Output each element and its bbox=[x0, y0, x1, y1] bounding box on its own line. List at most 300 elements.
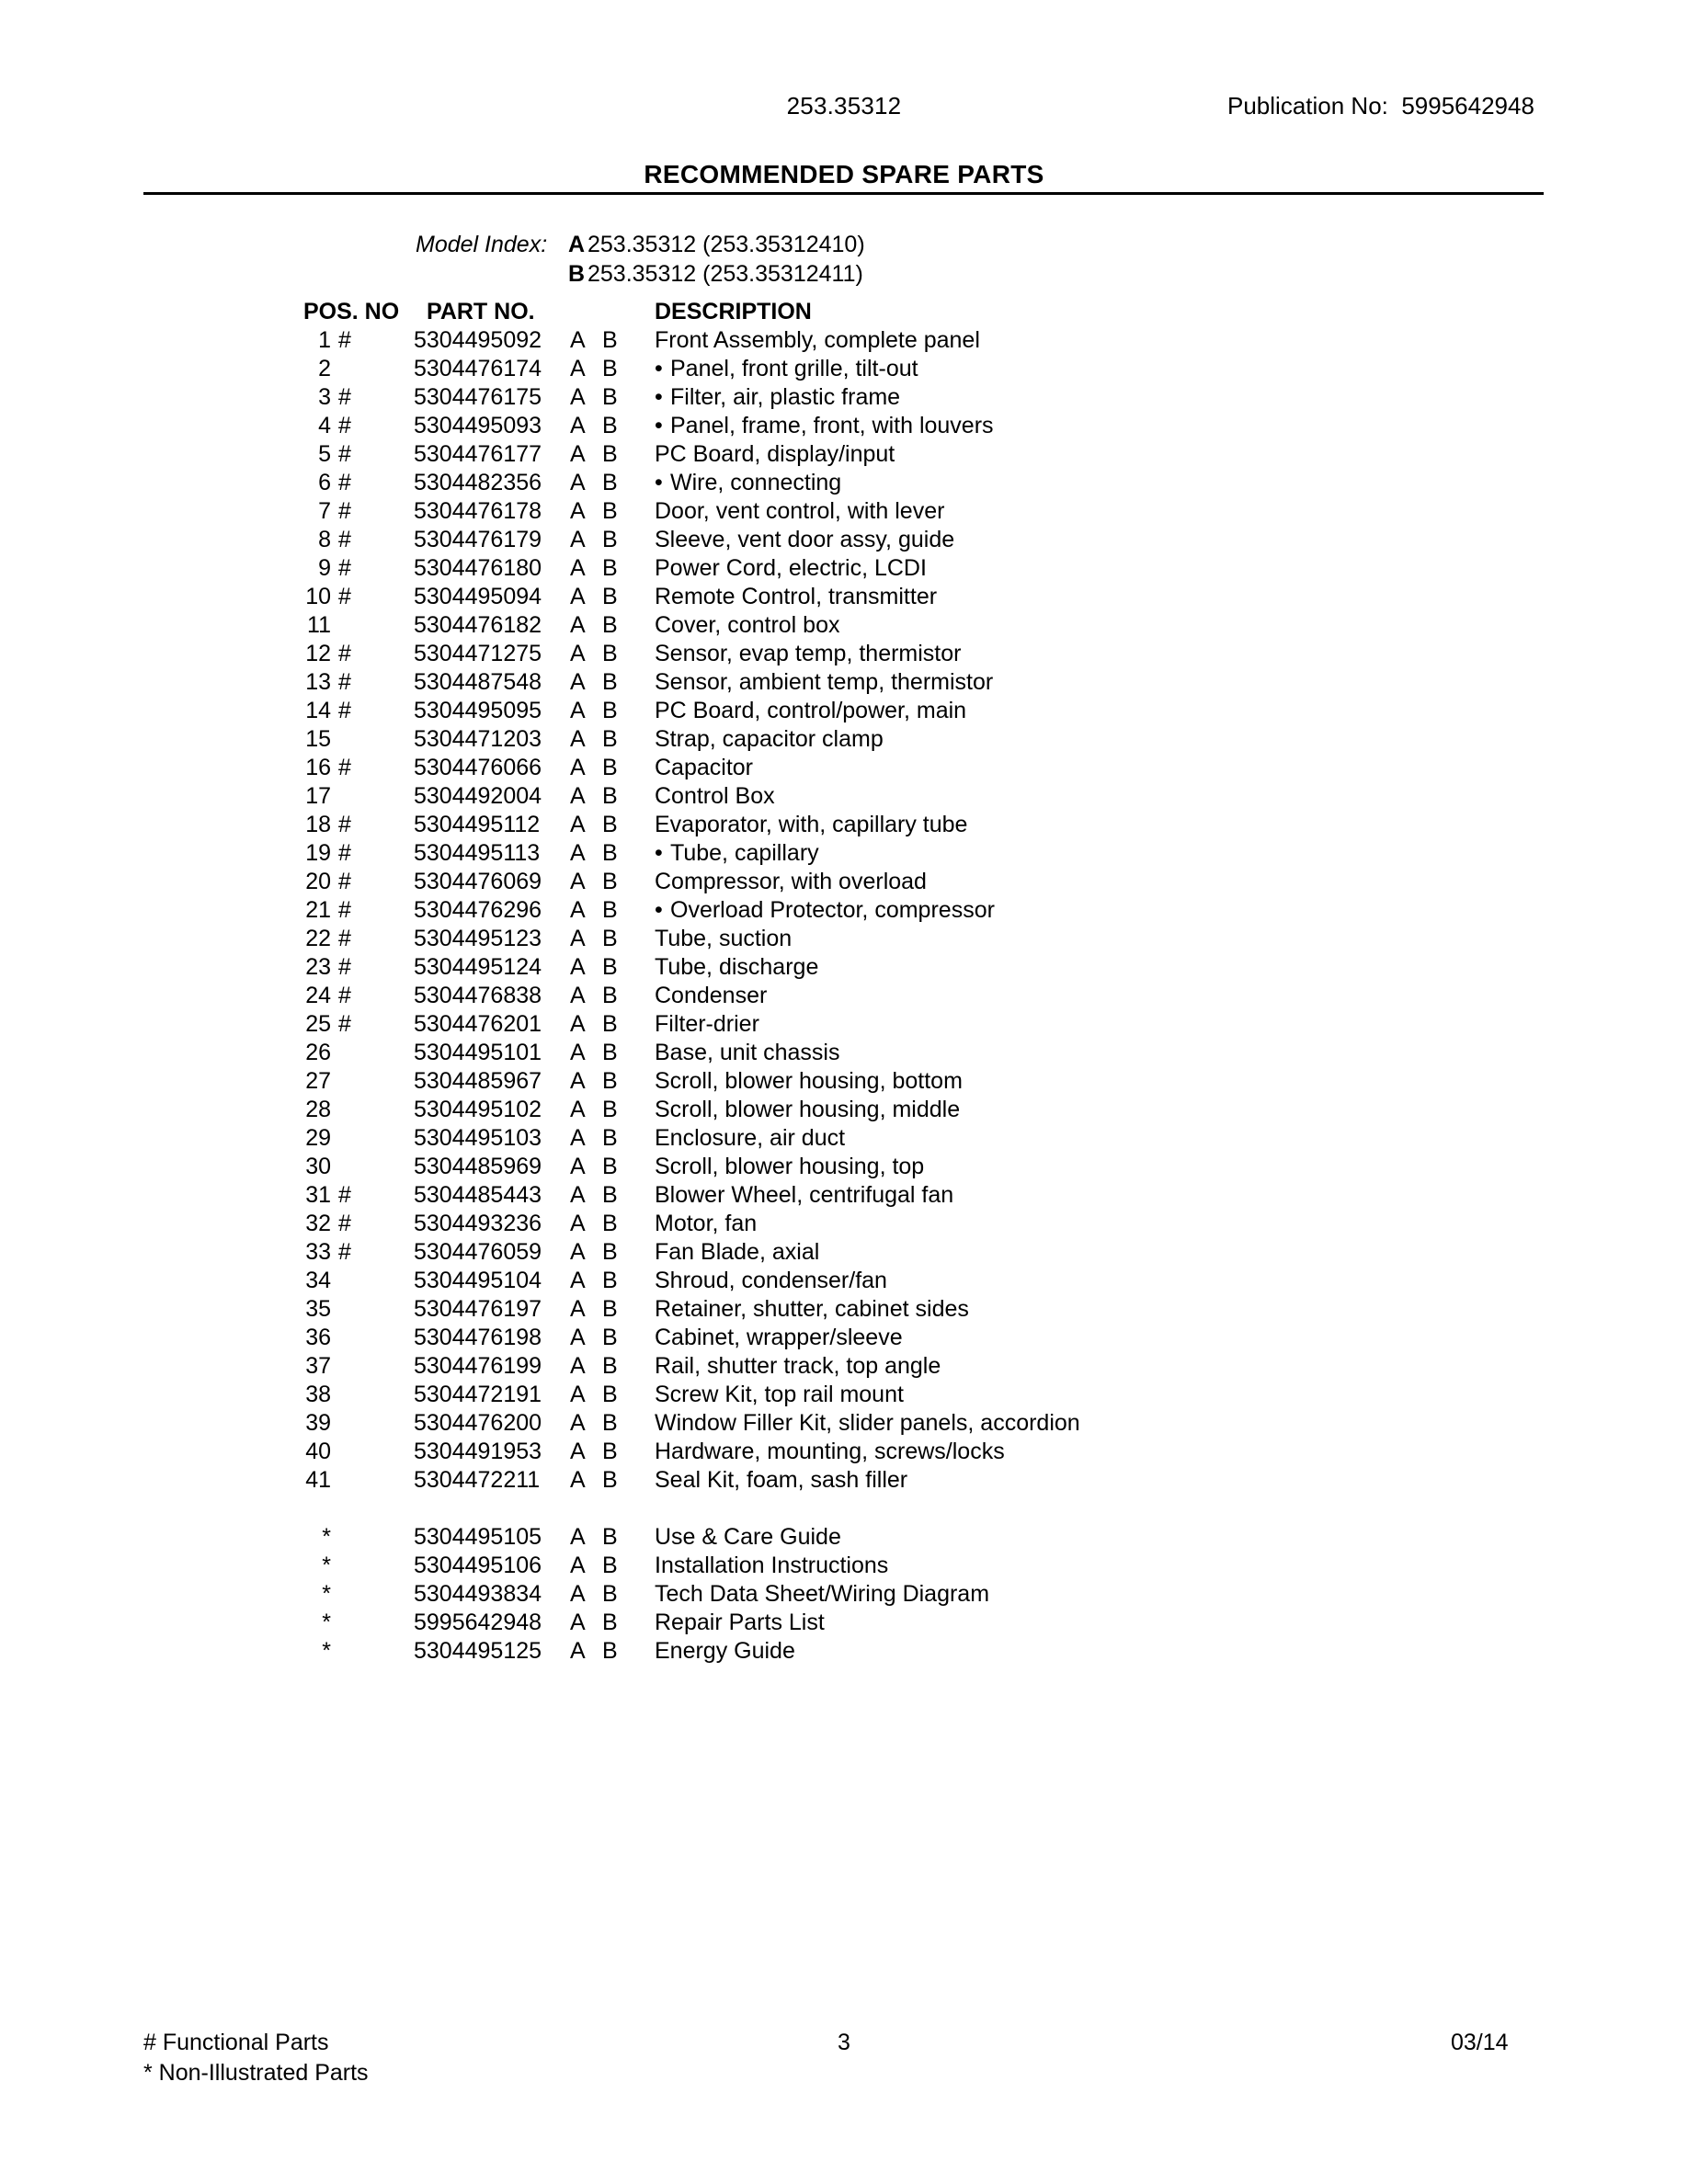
cell-index-b: B bbox=[602, 612, 618, 638]
cell-pos-no: 27 bbox=[305, 1068, 331, 1094]
cell-part-no: 5304476174 bbox=[414, 356, 542, 381]
cell-description: Energy Guide bbox=[655, 1638, 795, 1664]
cell-index-a: A bbox=[570, 1296, 586, 1322]
cell-description: Cover, control box bbox=[655, 612, 840, 638]
cell-description: Window Filler Kit, slider panels, accordion bbox=[655, 1410, 1080, 1436]
cell-index-a: A bbox=[570, 1524, 586, 1550]
table-row bbox=[0, 356, 1688, 384]
cell-index-a: A bbox=[570, 555, 586, 581]
table-row bbox=[0, 1239, 1688, 1268]
cell-index-a: A bbox=[570, 1011, 586, 1037]
cell-flag: # bbox=[338, 327, 351, 353]
cell-index-a: A bbox=[570, 869, 586, 894]
cell-index-a: A bbox=[570, 1439, 586, 1464]
table-row bbox=[0, 698, 1688, 726]
cell-description: Repair Parts List bbox=[655, 1610, 825, 1635]
cell-description: Seal Kit, foam, sash filler bbox=[655, 1467, 908, 1493]
cell-index-b: B bbox=[602, 1581, 618, 1607]
table-row bbox=[0, 1410, 1688, 1439]
column-header-description: DESCRIPTION bbox=[655, 299, 812, 324]
cell-pos-no: * bbox=[322, 1610, 331, 1635]
cell-pos-no: 15 bbox=[305, 726, 331, 752]
cell-description: • Panel, front grille, tilt-out bbox=[655, 356, 918, 381]
footer-row-secondary bbox=[0, 2060, 1688, 2090]
cell-pos-no: 2 bbox=[318, 356, 331, 381]
table-row bbox=[0, 1182, 1688, 1211]
cell-description: • Tube, capillary bbox=[655, 840, 819, 866]
cell-index-b: B bbox=[602, 584, 618, 609]
cell-description: Retainer, shutter, cabinet sides bbox=[655, 1296, 969, 1322]
model-index-row bbox=[0, 261, 1688, 290]
cell-index-a: A bbox=[570, 1125, 586, 1151]
page-number: 3 bbox=[838, 2030, 850, 2055]
cell-pos-no: 5 bbox=[318, 441, 331, 467]
cell-part-no: 5304476059 bbox=[414, 1239, 542, 1265]
cell-description: Tech Data Sheet/Wiring Diagram bbox=[655, 1581, 990, 1607]
cell-pos-no: 30 bbox=[305, 1154, 331, 1179]
table-row bbox=[0, 470, 1688, 498]
sub-part-bullet-icon: • bbox=[655, 384, 663, 410]
table-row bbox=[0, 897, 1688, 926]
cell-index-b: B bbox=[602, 1182, 618, 1208]
publication-number: Publication No: 5995642948 bbox=[1227, 92, 1534, 119]
model-index-value: 253.35312 (253.35312411) bbox=[587, 261, 863, 287]
table-row bbox=[0, 1068, 1688, 1097]
cell-index-b: B bbox=[602, 1524, 618, 1550]
cell-part-no: 5304485967 bbox=[414, 1068, 542, 1094]
cell-pos-no: 32 bbox=[305, 1211, 331, 1236]
cell-index-b: B bbox=[602, 755, 618, 780]
cell-part-no: 5304493834 bbox=[414, 1581, 542, 1607]
parts-table bbox=[0, 299, 1688, 1666]
model-index-label: Model Index: bbox=[416, 232, 548, 257]
cell-flag: # bbox=[338, 1182, 351, 1208]
cell-part-no: 5304495093 bbox=[414, 413, 542, 438]
sub-part-bullet-icon: • bbox=[655, 413, 663, 438]
cell-pos-no: * bbox=[322, 1581, 331, 1607]
cell-part-no: 5304495106 bbox=[414, 1553, 542, 1578]
cell-index-a: A bbox=[570, 413, 586, 438]
cell-description: Sleeve, vent door assy, guide bbox=[655, 527, 955, 552]
cell-index-b: B bbox=[602, 1439, 618, 1464]
table-row bbox=[0, 869, 1688, 897]
cell-index-b: B bbox=[602, 470, 618, 495]
cell-pos-no: 17 bbox=[305, 783, 331, 809]
cell-description: • Wire, connecting bbox=[655, 470, 842, 495]
cell-pos-no: 10 bbox=[305, 584, 331, 609]
cell-index-a: A bbox=[570, 356, 586, 381]
table-row bbox=[0, 755, 1688, 783]
cell-description: Condenser bbox=[655, 983, 768, 1008]
cell-index-b: B bbox=[602, 1553, 618, 1578]
cell-index-a: A bbox=[570, 755, 586, 780]
cell-part-no: 5304476177 bbox=[414, 441, 542, 467]
cell-flag: # bbox=[338, 441, 351, 467]
column-header-pos-no: POS. NO bbox=[303, 299, 400, 324]
model-index-letter: A bbox=[568, 232, 586, 257]
table-row bbox=[0, 413, 1688, 441]
cell-index-a: A bbox=[570, 1581, 586, 1607]
cell-index-a: A bbox=[570, 1182, 586, 1208]
model-index-block bbox=[0, 232, 1688, 290]
table-row bbox=[0, 441, 1688, 470]
cell-flag: # bbox=[338, 812, 351, 837]
sub-part-bullet-icon: • bbox=[655, 356, 663, 381]
cell-pos-no: 18 bbox=[305, 812, 331, 837]
cell-index-a: A bbox=[570, 698, 586, 723]
cell-flag: # bbox=[338, 498, 351, 524]
cell-description: PC Board, control/power, main bbox=[655, 698, 967, 723]
cell-index-a: A bbox=[570, 812, 586, 837]
cell-index-a: A bbox=[570, 1268, 586, 1293]
cell-part-no: 5304476178 bbox=[414, 498, 542, 524]
cell-part-no: 5304495125 bbox=[414, 1638, 542, 1664]
cell-index-b: B bbox=[602, 1125, 618, 1151]
footer-row-primary bbox=[0, 2030, 1688, 2060]
table-row bbox=[0, 1040, 1688, 1068]
cell-part-no: 5304476179 bbox=[414, 527, 542, 552]
cell-pos-no: 9 bbox=[318, 555, 331, 581]
cell-index-a: A bbox=[570, 612, 586, 638]
cell-description: Rail, shutter track, top angle bbox=[655, 1353, 941, 1379]
cell-index-b: B bbox=[602, 441, 618, 467]
cell-index-a: A bbox=[570, 527, 586, 552]
cell-pos-no: * bbox=[322, 1638, 331, 1664]
table-row bbox=[0, 926, 1688, 954]
cell-index-a: A bbox=[570, 726, 586, 752]
cell-part-no: 5995642948 bbox=[414, 1610, 542, 1635]
table-row-spacer bbox=[0, 1496, 1688, 1524]
model-number: 253.35312 bbox=[786, 92, 902, 119]
table-row bbox=[0, 641, 1688, 669]
cell-description: Compressor, with overload bbox=[655, 869, 927, 894]
cell-index-b: B bbox=[602, 897, 618, 923]
cell-index-b: B bbox=[602, 1638, 618, 1664]
cell-part-no: 5304495094 bbox=[414, 584, 542, 609]
cell-part-no: 5304471203 bbox=[414, 726, 542, 752]
cell-index-a: A bbox=[570, 1239, 586, 1265]
cell-index-a: A bbox=[570, 1467, 586, 1493]
cell-pos-no: 11 bbox=[307, 612, 331, 638]
cell-description: • Filter, air, plastic frame bbox=[655, 384, 901, 410]
cell-description: Strap, capacitor clamp bbox=[655, 726, 884, 752]
cell-index-a: A bbox=[570, 498, 586, 524]
cell-pos-no: 34 bbox=[305, 1268, 331, 1293]
cell-index-a: A bbox=[570, 1382, 586, 1407]
cell-index-a: A bbox=[570, 983, 586, 1008]
table-row bbox=[0, 1610, 1688, 1638]
cell-index-b: B bbox=[602, 1040, 618, 1065]
cell-index-a: A bbox=[570, 384, 586, 410]
cell-pos-no: 23 bbox=[305, 954, 331, 980]
table-row bbox=[0, 1581, 1688, 1610]
cell-index-b: B bbox=[602, 327, 618, 353]
cell-part-no: 5304495124 bbox=[414, 954, 542, 980]
table-row bbox=[0, 1325, 1688, 1353]
sub-part-bullet-icon: • bbox=[655, 897, 663, 923]
cell-description: Evaporator, with, capillary tube bbox=[655, 812, 968, 837]
cell-description: • Overload Protector, compressor bbox=[655, 897, 995, 923]
cell-index-b: B bbox=[602, 983, 618, 1008]
cell-part-no: 5304495095 bbox=[414, 698, 542, 723]
cell-description: Power Cord, electric, LCDI bbox=[655, 555, 927, 581]
cell-index-a: A bbox=[570, 441, 586, 467]
cell-part-no: 5304471275 bbox=[414, 641, 542, 666]
table-row bbox=[0, 954, 1688, 983]
table-row bbox=[0, 1211, 1688, 1239]
table-row bbox=[0, 584, 1688, 612]
header-divider bbox=[143, 192, 1544, 195]
page-title: RECOMMENDED SPARE PARTS bbox=[644, 160, 1044, 188]
table-row bbox=[0, 1154, 1688, 1182]
cell-index-b: B bbox=[602, 356, 618, 381]
cell-index-a: A bbox=[570, 954, 586, 980]
table-row bbox=[0, 327, 1688, 356]
cell-index-b: B bbox=[602, 527, 618, 552]
table-row bbox=[0, 1524, 1688, 1553]
cell-flag: # bbox=[338, 641, 351, 666]
cell-index-b: B bbox=[602, 1154, 618, 1179]
cell-index-a: A bbox=[570, 1068, 586, 1094]
cell-index-b: B bbox=[602, 1239, 618, 1265]
cell-pos-no: 38 bbox=[305, 1382, 331, 1407]
cell-description: Motor, fan bbox=[655, 1211, 758, 1236]
cell-index-b: B bbox=[602, 954, 618, 980]
cell-description: Fan Blade, axial bbox=[655, 1239, 820, 1265]
cell-index-b: B bbox=[602, 926, 618, 951]
cell-description: Tube, suction bbox=[655, 926, 793, 951]
cell-index-b: B bbox=[602, 869, 618, 894]
cell-part-no: 5304485969 bbox=[414, 1154, 542, 1179]
cell-flag: # bbox=[338, 555, 351, 581]
cell-index-a: A bbox=[570, 641, 586, 666]
cell-part-no: 5304476197 bbox=[414, 1296, 542, 1322]
cell-index-b: B bbox=[602, 1211, 618, 1236]
cell-part-no: 5304495092 bbox=[414, 327, 542, 353]
cell-pos-no: 7 bbox=[318, 498, 331, 524]
document-header bbox=[0, 92, 1688, 129]
cell-pos-no: 24 bbox=[305, 983, 331, 1008]
table-row bbox=[0, 498, 1688, 527]
cell-index-a: A bbox=[570, 926, 586, 951]
cell-description: Shroud, condenser/fan bbox=[655, 1268, 887, 1293]
cell-pos-no: 4 bbox=[318, 413, 331, 438]
cell-index-a: A bbox=[570, 1154, 586, 1179]
cell-description: • Panel, frame, front, with louvers bbox=[655, 413, 994, 438]
cell-description: Blower Wheel, centrifugal fan bbox=[655, 1182, 954, 1208]
cell-index-b: B bbox=[602, 726, 618, 752]
cell-part-no: 5304476838 bbox=[414, 983, 542, 1008]
cell-pos-no: 29 bbox=[305, 1125, 331, 1151]
cell-index-a: A bbox=[570, 840, 586, 866]
legend-non-illustrated-parts: * Non-Illustrated Parts bbox=[143, 2060, 369, 2086]
table-row bbox=[0, 1439, 1688, 1467]
cell-description: Use & Care Guide bbox=[655, 1524, 841, 1550]
cell-part-no: 5304472191 bbox=[414, 1382, 542, 1407]
cell-index-a: A bbox=[570, 897, 586, 923]
cell-index-b: B bbox=[602, 1325, 618, 1350]
cell-index-a: A bbox=[570, 1040, 586, 1065]
cell-pos-no: 41 bbox=[305, 1467, 331, 1493]
cell-index-b: B bbox=[602, 812, 618, 837]
cell-index-a: A bbox=[570, 783, 586, 809]
cell-pos-no: 8 bbox=[318, 527, 331, 552]
cell-part-no: 5304492004 bbox=[414, 783, 542, 809]
document-footer bbox=[0, 2030, 1688, 2090]
cell-description: Screw Kit, top rail mount bbox=[655, 1382, 904, 1407]
cell-pos-no: 25 bbox=[305, 1011, 331, 1037]
cell-description: Remote Control, transmitter bbox=[655, 584, 938, 609]
cell-index-b: B bbox=[602, 1268, 618, 1293]
cell-description: Cabinet, wrapper/sleeve bbox=[655, 1325, 903, 1350]
cell-part-no: 5304495101 bbox=[414, 1040, 542, 1065]
table-row bbox=[0, 1097, 1688, 1125]
table-row bbox=[0, 983, 1688, 1011]
cell-description: Control Box bbox=[655, 783, 775, 809]
cell-pos-no: 12 bbox=[305, 641, 331, 666]
cell-index-b: B bbox=[602, 669, 618, 695]
sub-part-bullet-icon: • bbox=[655, 840, 663, 866]
cell-index-b: B bbox=[602, 783, 618, 809]
cell-part-no: 5304495104 bbox=[414, 1268, 542, 1293]
cell-index-b: B bbox=[602, 498, 618, 524]
cell-index-a: A bbox=[570, 669, 586, 695]
cell-index-b: B bbox=[602, 1353, 618, 1379]
table-row bbox=[0, 1467, 1688, 1496]
cell-index-a: A bbox=[570, 1353, 586, 1379]
table-row bbox=[0, 1553, 1688, 1581]
cell-flag: # bbox=[338, 983, 351, 1008]
table-row bbox=[0, 1268, 1688, 1296]
cell-flag: # bbox=[338, 869, 351, 894]
cell-description: Scroll, blower housing, middle bbox=[655, 1097, 961, 1122]
cell-description: Scroll, blower housing, bottom bbox=[655, 1068, 963, 1094]
cell-part-no: 5304476066 bbox=[414, 755, 542, 780]
table-row bbox=[0, 783, 1688, 812]
cell-index-a: A bbox=[570, 584, 586, 609]
sub-part-bullet-icon: • bbox=[655, 470, 663, 495]
table-row bbox=[0, 612, 1688, 641]
cell-part-no: 5304495103 bbox=[414, 1125, 542, 1151]
cell-part-no: 5304476180 bbox=[414, 555, 542, 581]
model-index-row bbox=[0, 232, 1688, 261]
cell-description: Front Assembly, complete panel bbox=[655, 327, 980, 353]
table-row bbox=[0, 1353, 1688, 1382]
model-index-value: 253.35312 (253.35312410) bbox=[587, 232, 865, 257]
cell-pos-no: 22 bbox=[305, 926, 331, 951]
cell-part-no: 5304491953 bbox=[414, 1439, 542, 1464]
cell-flag: # bbox=[338, 470, 351, 495]
cell-part-no: 5304476201 bbox=[414, 1011, 542, 1037]
cell-index-a: A bbox=[570, 1325, 586, 1350]
table-row bbox=[0, 1296, 1688, 1325]
cell-pos-no: 39 bbox=[305, 1410, 331, 1436]
cell-part-no: 5304495123 bbox=[414, 926, 542, 951]
cell-part-no: 5304472211 bbox=[414, 1467, 541, 1493]
cell-flag: # bbox=[338, 698, 351, 723]
cell-pos-no: 37 bbox=[305, 1353, 331, 1379]
cell-flag: # bbox=[338, 669, 351, 695]
cell-pos-no: * bbox=[322, 1524, 331, 1550]
cell-flag: # bbox=[338, 1011, 351, 1037]
cell-index-a: A bbox=[570, 1638, 586, 1664]
table-row bbox=[0, 384, 1688, 413]
cell-index-a: A bbox=[570, 327, 586, 353]
cell-flag: # bbox=[338, 1239, 351, 1265]
table-row bbox=[0, 669, 1688, 698]
cell-index-b: B bbox=[602, 413, 618, 438]
cell-index-b: B bbox=[602, 1296, 618, 1322]
cell-description: Hardware, mounting, screws/locks bbox=[655, 1439, 1005, 1464]
cell-index-b: B bbox=[602, 1467, 618, 1493]
cell-description: Scroll, blower housing, top bbox=[655, 1154, 925, 1179]
cell-index-a: A bbox=[570, 470, 586, 495]
cell-part-no: 5304476182 bbox=[414, 612, 542, 638]
cell-index-b: B bbox=[602, 1097, 618, 1122]
legend-functional-parts: # Functional Parts bbox=[143, 2030, 329, 2055]
cell-part-no: 5304493236 bbox=[414, 1211, 542, 1236]
cell-part-no: 5304476198 bbox=[414, 1325, 542, 1350]
cell-index-b: B bbox=[602, 1410, 618, 1436]
cell-index-a: A bbox=[570, 1610, 586, 1635]
cell-flag: # bbox=[338, 897, 351, 923]
cell-description: Enclosure, air duct bbox=[655, 1125, 846, 1151]
table-row bbox=[0, 840, 1688, 869]
cell-description: Installation Instructions bbox=[655, 1553, 889, 1578]
cell-flag: # bbox=[338, 926, 351, 951]
cell-part-no: 5304476175 bbox=[414, 384, 542, 410]
cell-pos-no: 13 bbox=[305, 669, 331, 695]
cell-part-no: 5304487548 bbox=[414, 669, 542, 695]
cell-part-no: 5304485443 bbox=[414, 1182, 542, 1208]
cell-index-a: A bbox=[570, 1410, 586, 1436]
cell-description: Tube, discharge bbox=[655, 954, 819, 980]
table-row bbox=[0, 527, 1688, 555]
cell-pos-no: * bbox=[322, 1553, 331, 1578]
cell-flag: # bbox=[338, 954, 351, 980]
cell-pos-no: 35 bbox=[305, 1296, 331, 1322]
cell-index-b: B bbox=[602, 840, 618, 866]
cell-index-a: A bbox=[570, 1097, 586, 1122]
cell-pos-no: 20 bbox=[305, 869, 331, 894]
cell-index-b: B bbox=[602, 698, 618, 723]
cell-flag: # bbox=[338, 413, 351, 438]
cell-part-no: 5304495102 bbox=[414, 1097, 542, 1122]
cell-part-no: 5304495113 bbox=[414, 840, 541, 866]
cell-part-no: 5304476199 bbox=[414, 1353, 542, 1379]
cell-index-b: B bbox=[602, 1382, 618, 1407]
table-row bbox=[0, 1382, 1688, 1410]
cell-index-b: B bbox=[602, 384, 618, 410]
cell-pos-no: 33 bbox=[305, 1239, 331, 1265]
cell-part-no: 5304476296 bbox=[414, 897, 542, 923]
cell-description: Sensor, evap temp, thermistor bbox=[655, 641, 962, 666]
table-row bbox=[0, 812, 1688, 840]
cell-description: Capacitor bbox=[655, 755, 753, 780]
cell-flag: # bbox=[338, 384, 351, 410]
table-header-row bbox=[0, 299, 1688, 327]
cell-description: Filter-drier bbox=[655, 1011, 759, 1037]
cell-description: Base, unit chassis bbox=[655, 1040, 840, 1065]
cell-index-a: A bbox=[570, 1553, 586, 1578]
cell-index-a: A bbox=[570, 1211, 586, 1236]
revision-date: 03/14 bbox=[1451, 2030, 1509, 2055]
cell-flag: # bbox=[338, 755, 351, 780]
cell-description: Sensor, ambient temp, thermistor bbox=[655, 669, 994, 695]
cell-index-b: B bbox=[602, 1610, 618, 1635]
cell-pos-no: 40 bbox=[305, 1439, 331, 1464]
table-body bbox=[0, 327, 1688, 1666]
